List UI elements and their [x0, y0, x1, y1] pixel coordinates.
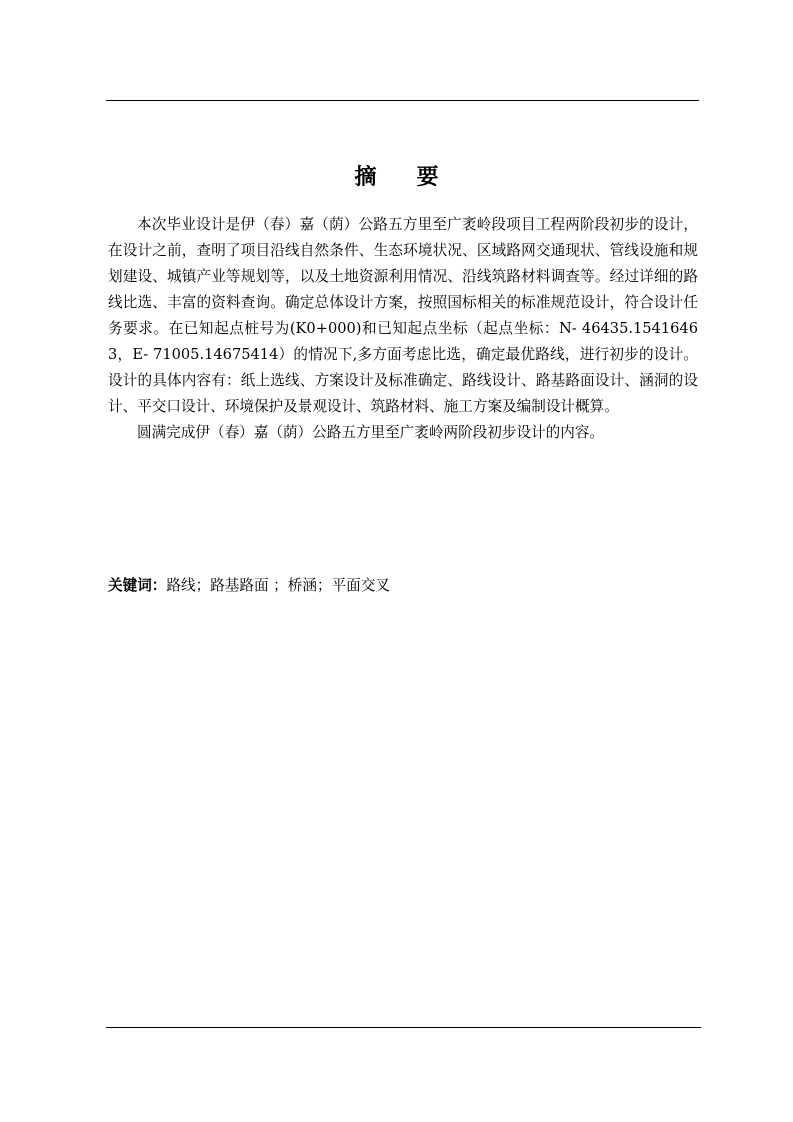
abstract-paragraph-2: 圆满完成伊（春）嘉（荫）公路五方里至广袤岭两阶段初步设计的内容。	[137, 424, 605, 441]
footer-rule	[106, 1027, 701, 1028]
abstract-paragraph-1: 本次毕业设计是伊（春）嘉（荫）公路五方里至广袤岭段项目工程两阶段初步的设计，在设计之前，查明了项目沿线自然条件、生态环境状况、区域路网交通现状、管线设施和规划建设、城镇产业等规划等，以及土地资源利用情况、沿线筑路材料调查等。经过详细的路线比选、丰富的资料查询。确定总体设计方案，按照国标相关的标准规范设计，符合设计任务要求。在已知起点桩号为(K0+000)和已知起点坐标（起点坐标：N- 46435.15416463，E- 71005.14675414）的情况下,多方面考虑比选，确定最优路线，进行初步的设计。设计的具体内容有：纸上选线、方案设计及标准确定、路线设计、路基路面设计、涵洞的设计、平交口设计、环境保护及景观设计、筑路材料、施工方案及编制设计概算。	[108, 216, 698, 415]
page-title: 摘要	[354, 164, 479, 190]
keywords-text: 路线；路基路面 ；桥涵；平面交叉	[166, 577, 390, 594]
keywords-label: 关键词：	[108, 577, 167, 594]
header-rule	[106, 100, 699, 101]
keywords-line	[108, 574, 698, 598]
abstract-body	[108, 212, 698, 446]
